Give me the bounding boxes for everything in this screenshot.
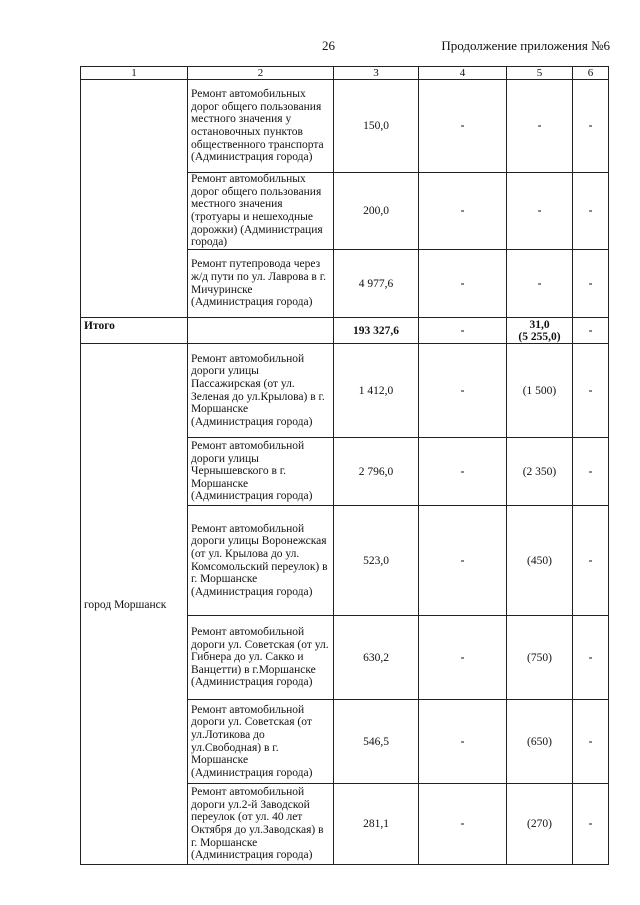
- table-row: [81, 80, 609, 173]
- value-cell: -: [507, 250, 573, 318]
- value-cell: (750): [507, 616, 573, 700]
- total-col5-bracketed: (5 255,0): [518, 330, 561, 343]
- value-cell: -: [419, 438, 507, 506]
- value-cell: -: [573, 506, 609, 616]
- value-cell: -: [419, 318, 507, 344]
- work-description: Ремонт автомобильной дороги ул. Советская (от ул.Лотикова до ул.Свободная) в г. Моршанске (Администрация города): [188, 700, 334, 784]
- value-cell: -: [419, 80, 507, 173]
- value-cell: -: [573, 318, 609, 344]
- column-number: 3: [334, 67, 419, 80]
- total-label-cell: [81, 318, 188, 344]
- value-cell: (270): [507, 784, 573, 865]
- value-cell: -: [573, 700, 609, 784]
- municipality-cell: [81, 344, 188, 865]
- total-col5-cell: [507, 318, 573, 344]
- budget-table: [80, 66, 609, 865]
- value-cell: -: [419, 506, 507, 616]
- appendix-caption: Продолжение приложения №6: [441, 38, 610, 53]
- amount-cell: 1 412,0: [334, 344, 419, 438]
- value-cell: -: [419, 344, 507, 438]
- value-cell: -: [573, 344, 609, 438]
- value-cell: -: [573, 80, 609, 173]
- amount-cell: 523,0: [334, 506, 419, 616]
- column-number: 5: [507, 67, 573, 80]
- amount-cell: 2 796,0: [334, 438, 419, 506]
- value-cell: -: [573, 784, 609, 865]
- work-description: Ремонт автомобильной дороги ул.2-й Заводской переулок (от ул. 40 лет Октября до ул.Заводская) в г. Моршанске (Администрация города): [188, 784, 334, 865]
- value-cell: -: [573, 616, 609, 700]
- value-cell: -: [573, 173, 609, 250]
- value-cell: (2 350): [507, 438, 573, 506]
- amount-cell: 630,2: [334, 616, 419, 700]
- value-cell: (1 500): [507, 344, 573, 438]
- amount-cell: 200,0: [334, 173, 419, 250]
- value-cell: (450): [507, 506, 573, 616]
- value-cell: -: [419, 616, 507, 700]
- total-col5-value: 31,0: [529, 318, 550, 331]
- amount-cell: 546,5: [334, 700, 419, 784]
- municipality-cell: [81, 80, 188, 318]
- work-description: Ремонт автомобильных дорог общего пользования местного значения у остановочных пунктов общественного транспорта (Администрация города): [188, 80, 334, 173]
- column-number-row: [81, 67, 609, 80]
- municipality-name: город Моршанск: [84, 599, 167, 611]
- value-cell: -: [507, 80, 573, 173]
- amount-cell: 150,0: [334, 80, 419, 173]
- page-number: 26: [322, 38, 335, 53]
- value-cell: -: [419, 250, 507, 318]
- amount-cell: 4 977,6: [334, 250, 419, 318]
- work-description: Ремонт автомобильной дороги улицы Пассажирская (от ул. Зеленая до ул.Крылова) в г. Моршанске (Администрация города): [188, 344, 334, 438]
- value-cell: (650): [507, 700, 573, 784]
- column-number: 1: [81, 67, 188, 80]
- work-description: Ремонт путепровода через ж/д пути по ул. Лаврова в г. Мичуринске (Администрация города): [188, 250, 334, 318]
- column-number: 6: [573, 67, 609, 80]
- table-row: [81, 344, 609, 438]
- value-cell: -: [507, 173, 573, 250]
- work-description: Ремонт автомобильной дороги ул. Советская (от ул. Гибнера до ул. Сакко и Ванцетти) в г.Моршанске (Администрация города): [188, 616, 334, 700]
- work-description: Ремонт автомобильной дороги улицы Чернышевского в г. Моршанске (Администрация города): [188, 438, 334, 506]
- column-number: 4: [419, 67, 507, 80]
- empty-cell: [188, 318, 334, 344]
- column-number: 2: [188, 67, 334, 80]
- total-amount: 193 327,6: [334, 318, 419, 344]
- value-cell: -: [419, 700, 507, 784]
- amount-cell: 281,1: [334, 784, 419, 865]
- total-row: [81, 318, 609, 344]
- value-cell: -: [573, 250, 609, 318]
- work-description: Ремонт автомобильной дороги улицы Воронежская (от ул. Крылова до ул. Комсомольский переулок) в г. Моршанске (Администрация города): [188, 506, 334, 616]
- value-cell: -: [419, 784, 507, 865]
- total-label: Итого: [84, 320, 115, 332]
- value-cell: -: [419, 173, 507, 250]
- value-cell: -: [573, 438, 609, 506]
- work-description: Ремонт автомобильных дорог общего пользования местного значения (тротуары и нешеходные дорожки) (Администрация города): [188, 173, 334, 250]
